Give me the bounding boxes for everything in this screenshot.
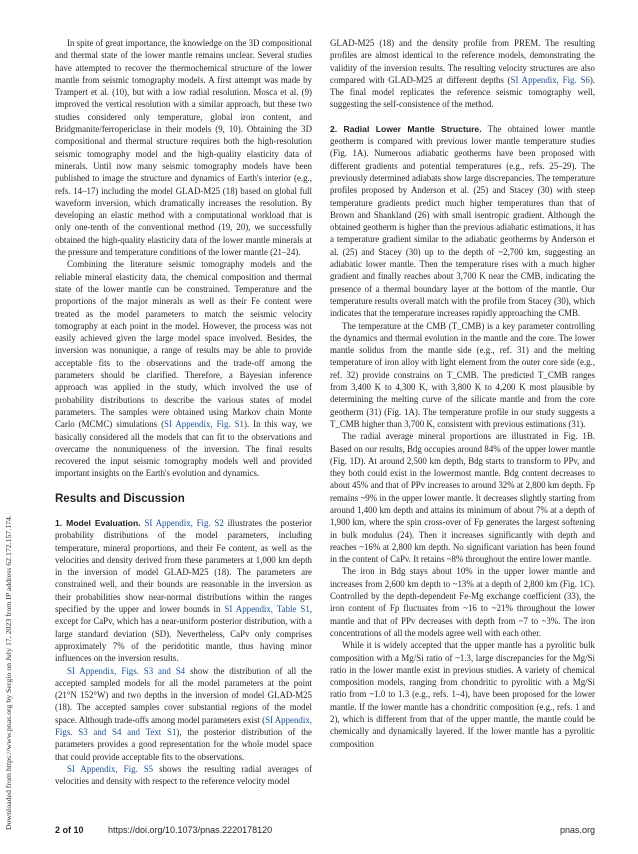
- subsection-heading: 1. Model Evaluation.: [55, 517, 141, 528]
- si-link[interactable]: SI Appendix, Figs. S3 and S4: [67, 665, 186, 676]
- posterior-paragraph: SI Appendix, Figs. S3 and S4 show the distribution of all the accepted sampled models for all the model parameters at the point (21°N 152°W) and two depths in the inversion of model GLAD-M25 (18). The accepted samples cover substantial regions of the model space. Although trade-offs among model parameters exist (SI Appendix, Figs. S3 and S4 and Text S1), the posterior distribution of the parameters provides a good representation for the whole model space that could provide acceptable fits to the observations.: [55, 665, 312, 762]
- model-evaluation-paragraph: 1. Model Evaluation. SI Appendix, Fig. S2 illustrates the posterior probability distributions of the model parameters, including temperature, mineral proportions, and their Fe content, as well as the velocities and density derived from these parameters at 1,000 km depth in the inversion of model GLAD-M25 (18). The parameters are constrained well, and their bounds are reasonable in the inversion as their probabilities show near-normal distributions within the ranges specified by the upper and lower bounds in SI Appendix, Table S1, except for CaPv, which has a near-uniform posterior distribution, with a large standard deviation (SD). Nevertheless, CaPv only comprises approximately 7% of the peridotitic mantle, thus having minor influences on the inversion results.: [55, 517, 312, 664]
- si-link[interactable]: SI Appendix, Fig. S1: [164, 419, 244, 430]
- page-footer: [0, 822, 638, 842]
- cmb-temperature-paragraph: The temperature at the CMB (T_CMB) is a key parameter controlling the dynamics and thermal evolution in the mantle and the core. The lower mantle solidus from the mantle side (e.g., ref. 31) and the melting temperature of iron alloy with light element from the outer core side (e.g., ref. 32) provide constrains on T_CMB. The predicted T_CMB ranges from 3,400 K to 4,300 K, with 3,800 K to 4,200 K most plausible by determining the melting curve of the silicate mantle and from the core geotherm (31) (Fig. 1A). The temperature profile in our study suggests a T_CMB higher than 3,700 K, consistent with previous estimations (31).: [330, 320, 595, 429]
- mg-si-paragraph: While it is widely accepted that the upper mantle has a pyrolitic bulk composition with a Mg/Si ratio of ~1.3, large discrepancies for the Mg/Si ratio in the lower mantle exist in previous studies. A variety of chemical composition models, ranging from chondritic to pyrolitic with a Mg/Si ratio from ~1.0 to 1.3 (e.g., refs. 1–4), have been proposed for the lower mantle. If the lower mantle has a chondritic composition (e.g., refs. 1 and 2), which is different from that of the upper mantle, the mantle could be chemically and dynamically layered. If the lower mantle has a pyrolitic composition: [330, 640, 595, 749]
- download-watermark: Downloaded from https://www.pnas.org by Sergio on July 17, 2023 from IP address 62.172.157.174.: [4, 515, 13, 830]
- intro-paragraph-1: In spite of great importance, the knowledge on the 3D compositional and thermal state of the lower mantle remains unclear. Several studies have attempted to recover the thermochemical structure of the lower mantle from seismic tomography models. A first attempt was made by Trampert et al. (10), but with a low radial resolution. Mosca et al. (9) improved the vertical resolution with a similar approach, but these two studies considered only temperature, global iron content, and Bridgmanite/ferropericlase in their models (9, 10). Obtaining the 3D compositional and thermal structure requires both the high-resolution seismic tomography model and the high-quality elasticity data of minerals. Until now many seismic tomography models have been published to image the structure and dynamics of Earth's interior (e.g., refs. 14–17) including the model GLAD-M25 (18) based on global full waveform inversion, which dramatically increases the resolution. By developing an elastic method with a computational workload that is only one-tenth of the conventional method (19, 20), we successfully obtained the high-quality elasticity data of the lower mantle minerals at the pressure and temperature conditions of the lower mantle (21–24).: [55, 38, 312, 258]
- iron-content-paragraph: The iron in Bdg stays about 10% in the upper lower mantle and increases from 2,600 km depth to ~13% at a depth of 2,800 km (Fig. 1C). Controlled by the depth-dependent Fe-Mg exchange coefficient (33), the iron content of Fp fluctuates from ~16 to ~21% throughout the lower mantle and that of PPv decreases with depth from ~7 to ~3%. The iron concentrations of all the models agree well with each other.: [330, 566, 595, 638]
- doi-link[interactable]: https://doi.org/10.1073/pnas.2220178120: [108, 825, 273, 835]
- intro-paragraph-2: Combining the literature seismic tomography models and the reliable mineral elasticity data, the chemical composition and thermal state of the lower mantle can be constrained. Temperature and the proportions of the major minerals as well as their Fe content were treated as the model parameters to match the seismic velocity tomography at each point in the model. However, the process was not easily achieved given the large model space involved. Besides, the inversion was nonunique, a range of results may be able to provide acceptable fits to the observations and the trade-off among the parameters should be clarified. Therefore, a Bayesian inference approach was applied in the study, which involved the use of probability distributions to describe the various states of model parameters. The samples were obtained using Markov chain Monte Carlo (MCMC) simulations (SI Appendix, Fig. S1). In this way, we basically considered all the models that can fit to the observations and overcame the nonuniqueness of the inversion. The final results recovered the input seismic tomography models well and provided important insights on the Earth's evolution and dynamics.: [55, 259, 313, 479]
- si-link[interactable]: SI Appendix, Fig. S5: [67, 763, 154, 774]
- si-link[interactable]: SI Appendix, Table S1: [224, 604, 310, 615]
- section-heading: Results and Discussion: [55, 492, 185, 505]
- mineral-proportions-paragraph: The radial average mineral proportions are illustrated in Fig. 1B. Based on our results, Bdg occupies around 84% of the upper lower mantle (Fig. 1D). At around 2,500 km depth, Bdg starts to transform to PPv, and they both could exist in the lowermost mantle. Bdg content decreases to about 45% and that of PPv increases to around 32% at 2,800 km depth. Fp remains ~9% in the upper lower mantle. It decreases slightly starting from around 1,400 km depth and attains its minimum of about 7% at a depth of 1,900 km, where the spin cross-over of Fp generates the largest softening in bulk modulus (24). Then it increases significantly with depth and reaches ~16% at 2,800 km depth. No significant variation has been found in the content of CaPv. It retains ~8% throughout the entire lower mantle.: [330, 431, 595, 565]
- continuation-paragraph: GLAD-M25 (18) and the density profile from PREM. The resulting profiles are almost identical to the reference models, demonstrating the validity of the inversion results. The resulting velocity structures are also compared with GLAD-M25 at different depths (SI Appendix, Fig. S6). The final model replicates the reference seismic tomography well, suggesting the self-consistence of the method.: [330, 38, 596, 110]
- left-column: [55, 37, 312, 788]
- si-link[interactable]: SI Appendix, Figs. S3 and S4 and Text S1: [55, 714, 312, 738]
- si-link[interactable]: SI Appendix, Fig. S2: [144, 517, 224, 528]
- radial-structure-paragraph: 2. Radial Lower Mantle Structure. The obtained lower mantle geotherm is compared with previous lower mantle temperature studies (Fig. 1A). Numerous adiabatic geotherms have been proposed with different gradients and potential temperatures (e.g., refs. 25–29). The previously determined adiabats show large discrepancies. The temperature profiles proposed by Anderson et al. (25) and Stacey (30) with steep temperature gradients predict much higher temperatures than that of Brown and Shankland (26) with small isentropic gradient. Although the obtained geotherm is higher than the previous adiabatic estimations, it has a temperature gradient similar to the adiabatic geotherms by Anderson et al. (25) and Stacey (30) up to the depth of ~2,700 km, suggesting an adiabatic lower mantle. Then the temperature rises with a much higher gradient and finally reaches about 3,700 K near the CMB, indicating the presence of a thermal boundary layer at the bottom of the mantle. Our temperature results overall match with the profile from Stacey (30), which indicates that the temperature increases rapidly approaching the CMB.: [330, 123, 595, 319]
- radial-average-paragraph: SI Appendix, Fig. S5 shows the resulting radial averages of velocities and density with respect to the reference velocity model: [55, 763, 312, 787]
- subsection-heading: 2. Radial Lower Mantle Structure.: [330, 123, 482, 134]
- si-link[interactable]: SI Appendix, Fig. S6: [510, 74, 590, 85]
- right-column: [330, 37, 595, 750]
- journal-site[interactable]: pnas.org: [559, 825, 595, 835]
- page-number: 2 of 10: [55, 825, 84, 835]
